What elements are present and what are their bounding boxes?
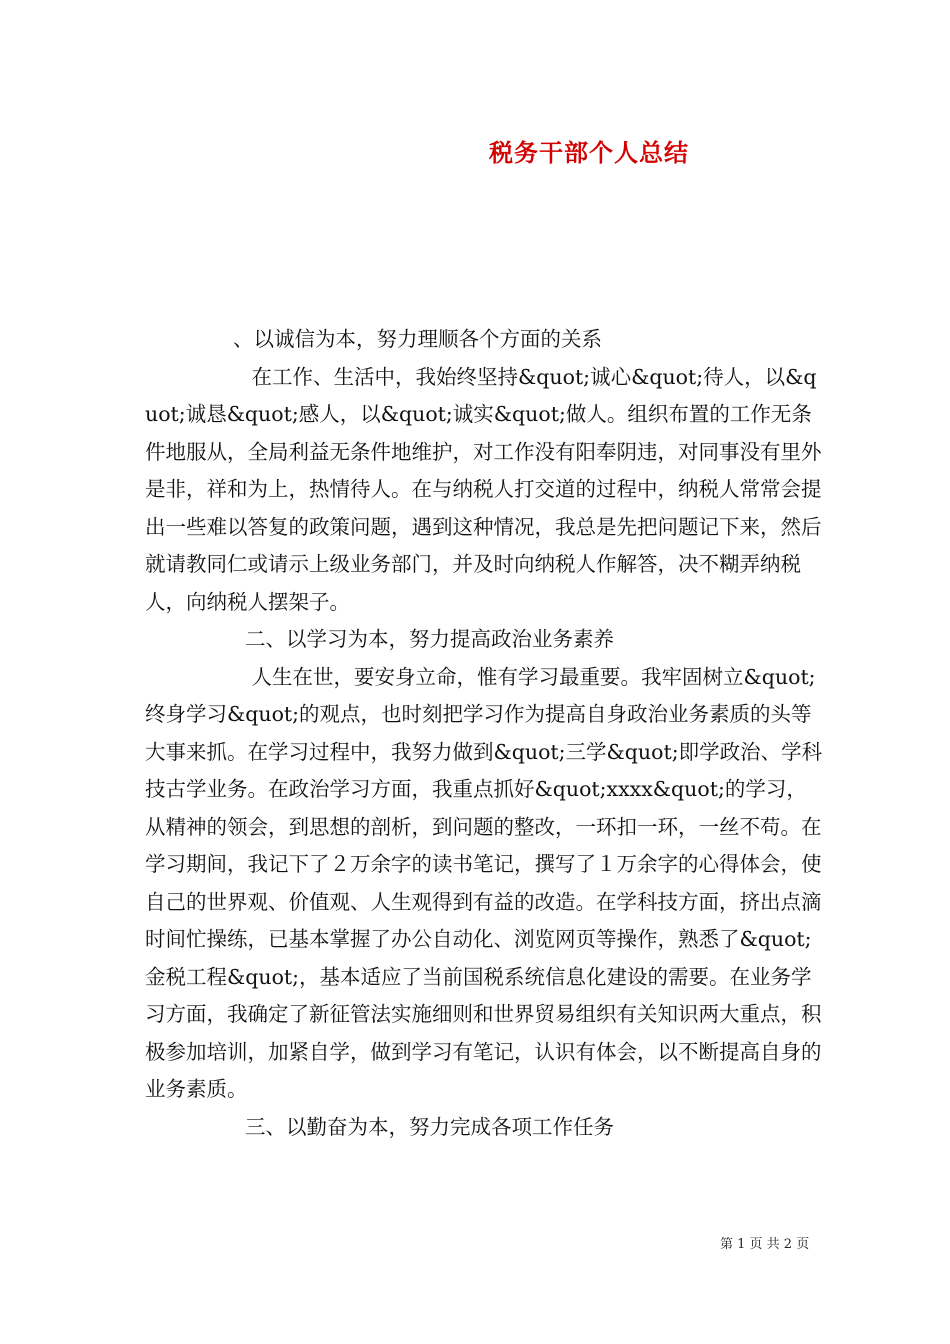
section-paragraph-1: 在工作、生活中，我始终坚持&quot;诚心&quot;待人，以&quot;诚恳&quot;感人，以&quot;诚实&quot;做人。组织布置的工作无条件地服从，全局利益无条件地维护，对工作没有阳奉阴违，对同事没有里外是非，祥和为上，热情待人。在与纳税人打交道的过程中，纳税人常常会提出一些难以答复的政策问题，遇到这种情况，我总是先把问题记下来，然后就请教同仁或请示上级业务部门，并及时向纳税人作解答，决不糊弄纳税人，向纳税人摆架子。 xyxy=(145,364,822,614)
section-heading-2: 二、以学习为本，努力提高政治业务素养 xyxy=(245,627,614,651)
page-footer: 第 1 页 共 2 页 xyxy=(720,1237,810,1252)
document-body xyxy=(145,321,825,1146)
section-heading-3: 三、以勤奋为本，努力完成各项工作任务 xyxy=(245,1114,614,1139)
section-paragraph-2: 人生在世，要安身立命，惟有学习最重要。我牢固树立&quot;终身学习&quot;的观点，也时刻把学习作为提高自身政治业务素质的头等大事来抓。在学习过程中，我努力做到&quot;三学&quot;即学政治、学科技古学业务。在政治学习方面，我重点抓好&quot;xxxx&quot;的学习，从精神的领会，到思想的剖析，到问题的整改，一环扣一环，一丝不苟。在学习期间，我记下了２万余字的读书笔记，撰写了１万余字的心得体会，使自己的世界观、价值观、人生观得到有益的改造。在学科技方面，挤出点滴时间忙操练，已基本掌握了办公自动化、浏览网页等操作，熟悉了&quot;金税工程&quot;，基本适应了当前国税系统信息化建设的需要。在业务学习方面，我确定了新征管法实施细则和世界贸易组织有关知识两大重点，积极参加培训，加紧自学，做到学习有笔记，认识有体会，以不断提高自身的业务素质。 xyxy=(145,664,823,1101)
section-heading-1: 、以诚信为本，努力理顺各个方面的关系 xyxy=(233,327,602,351)
document-title: 税务干部个人总结 xyxy=(489,138,689,167)
